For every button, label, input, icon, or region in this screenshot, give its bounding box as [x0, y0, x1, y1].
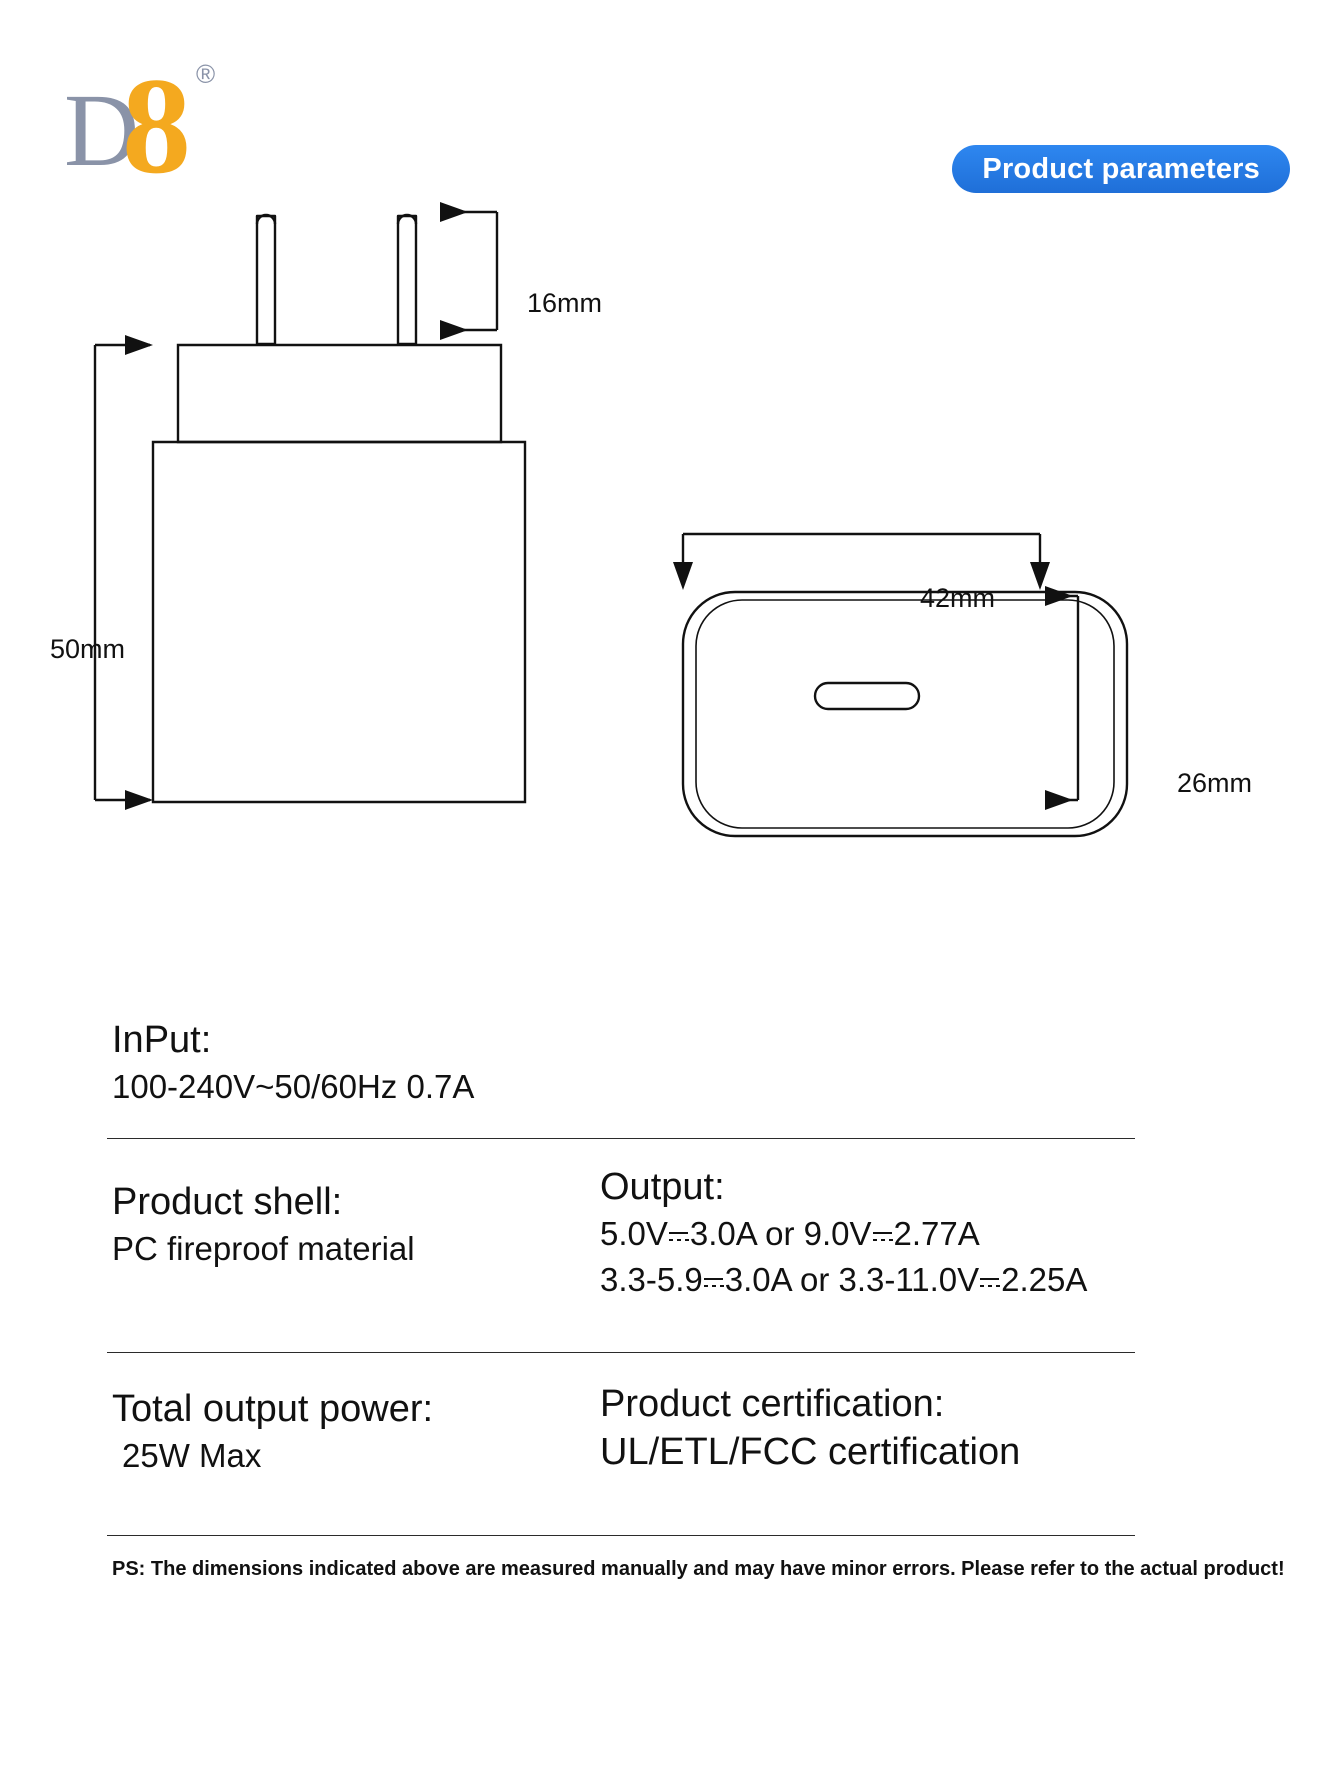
spec-total-power	[112, 1385, 433, 1479]
spec-output-line-2	[600, 1257, 1087, 1303]
dc-symbol-icon	[668, 1220, 690, 1253]
divider-3	[107, 1535, 1135, 1536]
dc-symbol-icon	[872, 1220, 894, 1253]
spec-input-value: 100-240V~50/60Hz 0.7A	[112, 1068, 475, 1105]
dimension-label-depth: 26mm	[1177, 768, 1253, 798]
output-line1-part-b: 3.0A or 9.0V	[689, 1215, 872, 1252]
logo-letter-d: D	[64, 73, 140, 188]
logo-number-8: 8	[122, 49, 191, 202]
registered-trademark-icon: ®	[196, 59, 216, 89]
output-line1-part-a: 5.0V	[600, 1215, 668, 1252]
prong-left	[257, 216, 275, 344]
spec-output-line-1	[600, 1211, 1087, 1257]
dc-symbol-icon	[703, 1266, 725, 1299]
charger-body	[153, 442, 525, 802]
spec-output-title: Output:	[600, 1166, 725, 1208]
prong-right	[398, 216, 416, 344]
output-line1-part-c: 2.77A	[893, 1215, 980, 1252]
output-line2-part-b: 3.0A or 3.3-11.0V	[724, 1261, 980, 1298]
spec-total-power-title: Total output power:	[112, 1388, 434, 1430]
dimension-label-prong: 16mm	[527, 288, 603, 318]
footnote: PS: The dimensions indicated above are measured manually and may have minor errors. Please refer to the actual product!	[112, 1558, 1285, 1580]
spec-certification-title: Product certification:	[600, 1383, 945, 1425]
spec-certification-value: UL/ETL/FCC certification	[600, 1431, 1021, 1473]
product-parameters-banner: Product parameters	[952, 145, 1290, 193]
output-line2-part-a: 3.3-5.9	[600, 1261, 703, 1298]
spec-output	[600, 1163, 1087, 1303]
dimension-label-height: 50mm	[50, 634, 126, 664]
usb-c-port-icon	[815, 683, 919, 709]
output-line2-part-c: 2.25A	[1001, 1261, 1088, 1298]
charger-neck	[178, 345, 501, 442]
spec-input-title: InPut:	[112, 1019, 212, 1061]
dimension-label-width: 42mm	[920, 583, 996, 613]
divider-2	[107, 1352, 1135, 1353]
spec-certification	[600, 1380, 1020, 1476]
dc-symbol-icon	[979, 1266, 1001, 1299]
spec-shell-title: Product shell:	[112, 1181, 343, 1223]
spec-total-power-value: 25W Max	[122, 1437, 262, 1474]
divider-1	[107, 1138, 1135, 1139]
spec-shell-value: PC fireproof material	[112, 1230, 415, 1267]
spec-shell	[112, 1178, 415, 1272]
spec-input	[112, 1016, 474, 1110]
